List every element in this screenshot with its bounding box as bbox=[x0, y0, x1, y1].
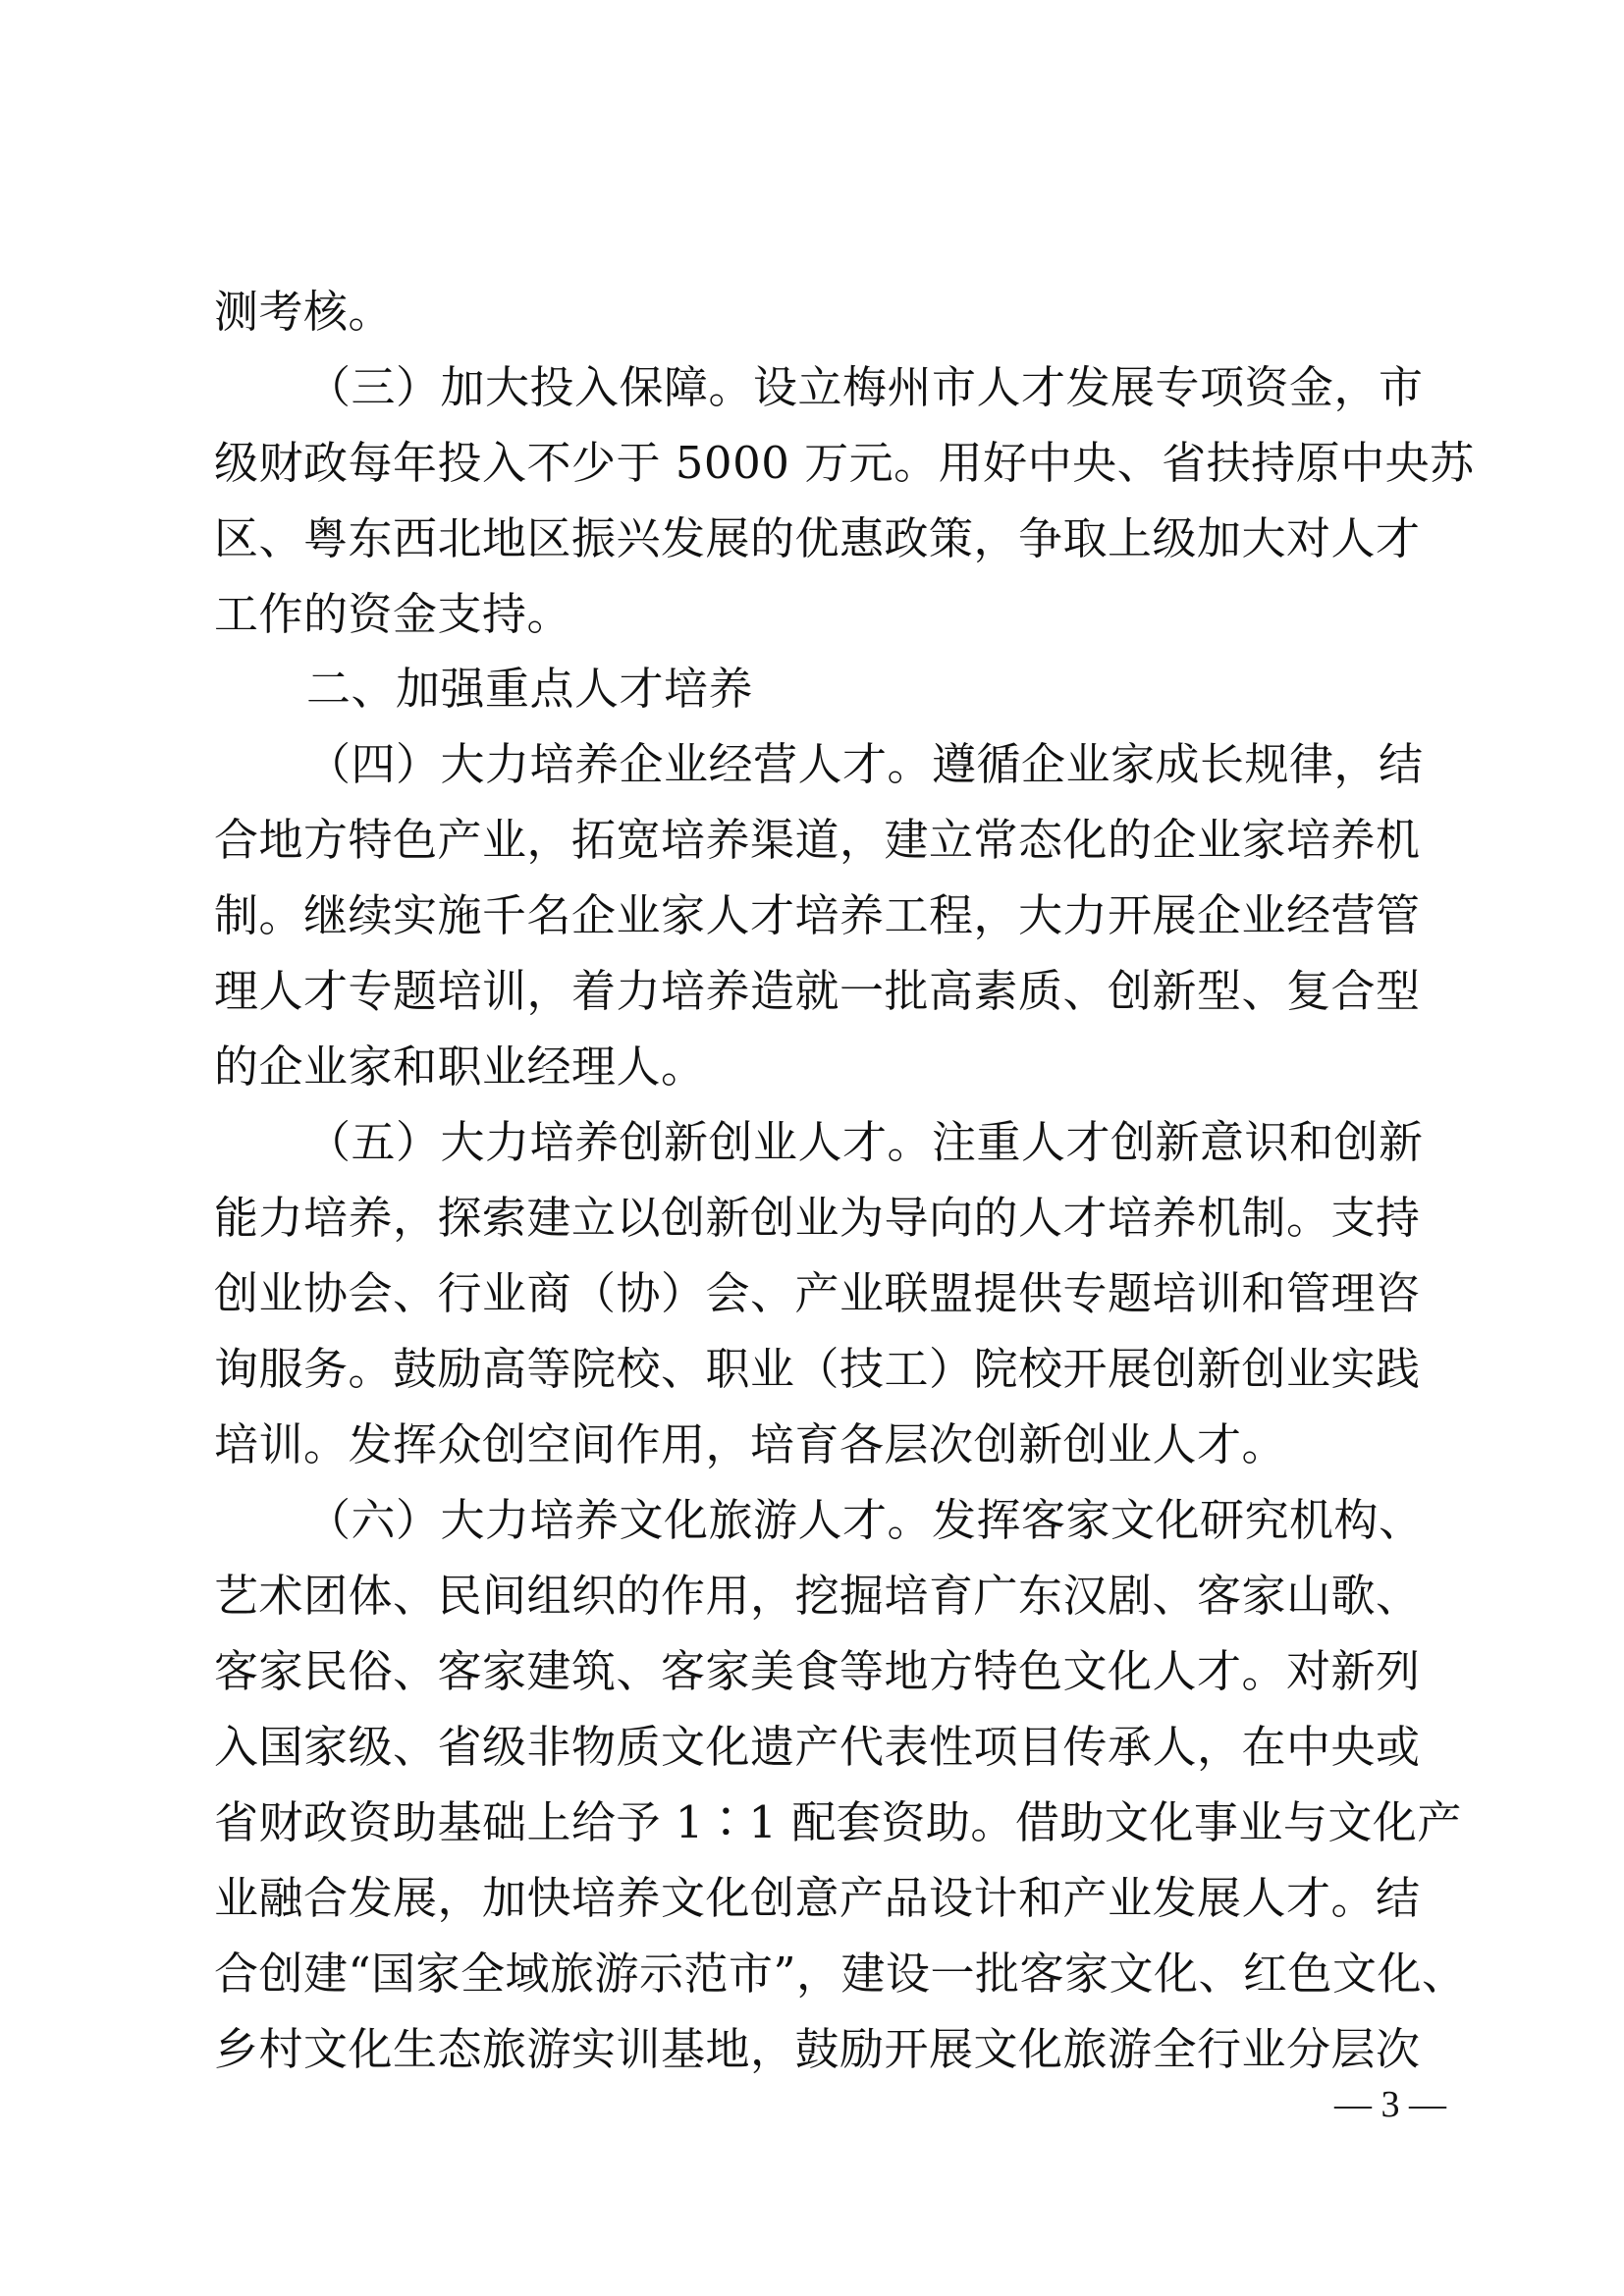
section-paragraph-4-line: （四）大力培养企业经营人才。遵循企业家成长规律，结 bbox=[306, 738, 1424, 790]
body-text-line: 测考核。 bbox=[214, 286, 394, 338]
body-text-line: 乡村文化生态旅游实训基地，鼓励开展文化旅游全行业分层次 bbox=[214, 2023, 1421, 2075]
body-text-line: 级财政每年投入不少于 5000 万元。用好中央、省扶持原中央苏 bbox=[214, 437, 1475, 489]
body-text-line: 工作的资金支持。 bbox=[214, 588, 572, 640]
body-text-line: 艺术团体、民间组织的作用，挖掘培育广东汉剧、客家山歌、 bbox=[214, 1570, 1421, 1622]
body-text-line: 合创建“国家全域旅游示范市”，建设一批客家文化、红色文化、 bbox=[214, 1948, 1467, 2000]
body-text-line: 的企业家和职业经理人。 bbox=[214, 1041, 706, 1093]
body-text-line: 区、粤东西北地区振兴发展的优惠政策，争取上级加大对人才 bbox=[214, 512, 1421, 564]
body-text-line: 理人才专题培训，着力培养造就一批高素质、创新型、复合型 bbox=[214, 965, 1421, 1017]
body-text-line: 业融合发展，加快培养文化创意产品设计和产业发展人才。结 bbox=[214, 1872, 1421, 1924]
body-text-line: 合地方特色产业，拓宽培养渠道，建立常态化的企业家培养机 bbox=[214, 814, 1421, 866]
body-text-line: 省财政资助基础上给予 1∶1 配套资助。借助文化事业与文化产 bbox=[214, 1796, 1462, 1848]
body-text-line: 创业协会、行业商（协）会、产业联盟提供专题培训和管理咨 bbox=[214, 1267, 1421, 1319]
section-paragraph-5-line: （五）大力培养创新创业人才。注重人才创新意识和创新 bbox=[306, 1116, 1424, 1168]
body-text-line: 制。继续实施千名企业家人才培养工程，大力开展企业经营管 bbox=[214, 889, 1421, 941]
body-text-line: 能力培养，探索建立以创新创业为导向的人才培养机制。支持 bbox=[214, 1192, 1421, 1244]
body-text-line: 入国家级、省级非物质文化遗产代表性项目传承人，在中央或 bbox=[214, 1721, 1421, 1773]
body-text-line: 培训。发挥众创空间作用，培育各层次创新创业人才。 bbox=[214, 1418, 1287, 1470]
body-text-line: 客家民俗、客家建筑、客家美食等地方特色文化人才。对新列 bbox=[214, 1645, 1421, 1697]
page-number: — 3 — bbox=[1334, 2084, 1446, 2125]
section-paragraph-6-line: （六）大力培养文化旅游人才。发挥客家文化研究机构、 bbox=[306, 1494, 1424, 1546]
section-heading: 二、加强重点人才培养 bbox=[306, 663, 754, 715]
body-text-line: 询服务。鼓励高等院校、职业（技工）院校开展创新创业实践 bbox=[214, 1343, 1421, 1395]
section-paragraph-3-line: （三）加大投入保障。设立梅州市人才发展专项资金，市 bbox=[306, 361, 1424, 413]
